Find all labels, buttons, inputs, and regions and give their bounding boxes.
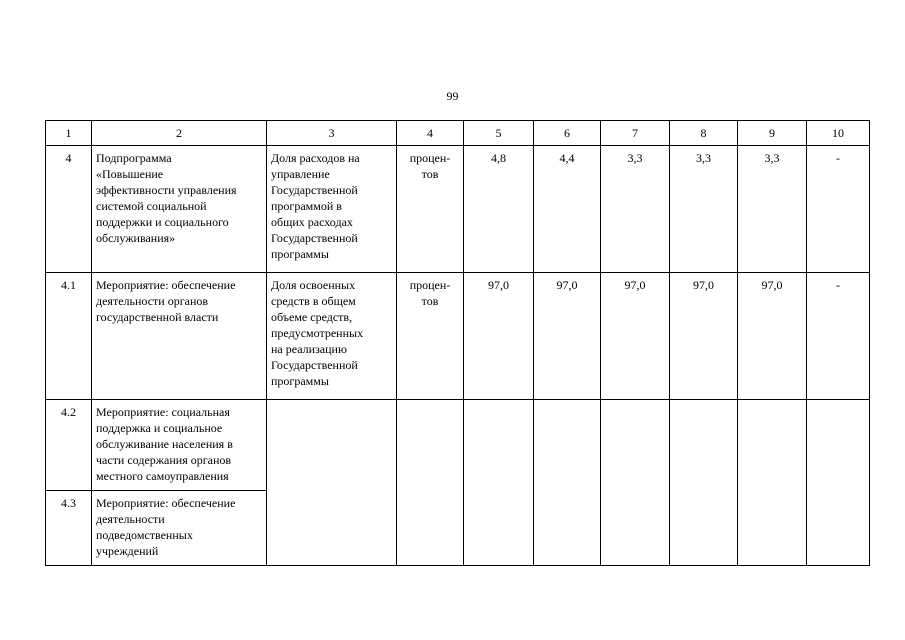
table-row [46, 400, 870, 491]
column-header: 2 [92, 121, 267, 146]
column-header: 3 [267, 121, 397, 146]
merged-empty-cell [397, 400, 464, 566]
row-value-5: 4,8 [464, 146, 534, 273]
page-number: 99 [446, 89, 459, 103]
row-number: 4.3 [46, 491, 92, 566]
row-number: 4.1 [46, 273, 92, 400]
table-row [46, 273, 870, 400]
merged-empty-cell [807, 400, 870, 566]
column-header: 9 [738, 121, 807, 146]
row-value-6: 97,0 [534, 273, 601, 400]
row-value-8: 3,3 [670, 146, 738, 273]
row-value-9: 3,3 [738, 146, 807, 273]
row-unit: процен- тов [397, 273, 464, 400]
merged-empty-cell [738, 400, 807, 566]
row-number: 4 [46, 146, 92, 273]
table-row [46, 146, 870, 273]
row-name: Мероприятие: социальная поддержка и социальное обслуживание населения в части содержания органов местного самоуправления [92, 400, 267, 491]
column-header: 4 [397, 121, 464, 146]
row-number: 4.2 [46, 400, 92, 491]
row-indicator: Доля освоенных средств в общем объеме средств, предусмотренных на реализацию Государственной программы [267, 273, 397, 400]
row-value-10: - [807, 273, 870, 400]
indicators-table [45, 120, 870, 566]
merged-empty-cell [534, 400, 601, 566]
column-header: 10 [807, 121, 870, 146]
row-value-7: 3,3 [601, 146, 670, 273]
column-header: 1 [46, 121, 92, 146]
column-header: 7 [601, 121, 670, 146]
row-value-8: 97,0 [670, 273, 738, 400]
row-name: Подпрограмма «Повышение эффективности управления системой социальной поддержки и социального обслуживания» [92, 146, 267, 273]
merged-empty-cell [670, 400, 738, 566]
row-name: Мероприятие: обеспечение деятельности органов государственной власти [92, 273, 267, 400]
row-value-9: 97,0 [738, 273, 807, 400]
row-unit: процен- тов [397, 146, 464, 273]
column-header: 5 [464, 121, 534, 146]
row-name: Мероприятие: обеспечение деятельности подведомственных учреждений [92, 491, 267, 566]
row-indicator: Доля расходов на управление Государственной программой в общих расходах Государственной программы [267, 146, 397, 273]
row-value-6: 4,4 [534, 146, 601, 273]
merged-empty-cell [601, 400, 670, 566]
row-value-5: 97,0 [464, 273, 534, 400]
merged-empty-cell [464, 400, 534, 566]
row-value-7: 97,0 [601, 273, 670, 400]
table-header-row [46, 121, 870, 146]
merged-empty-cell [267, 400, 397, 566]
row-value-10: - [807, 146, 870, 273]
column-header: 6 [534, 121, 601, 146]
column-header: 8 [670, 121, 738, 146]
